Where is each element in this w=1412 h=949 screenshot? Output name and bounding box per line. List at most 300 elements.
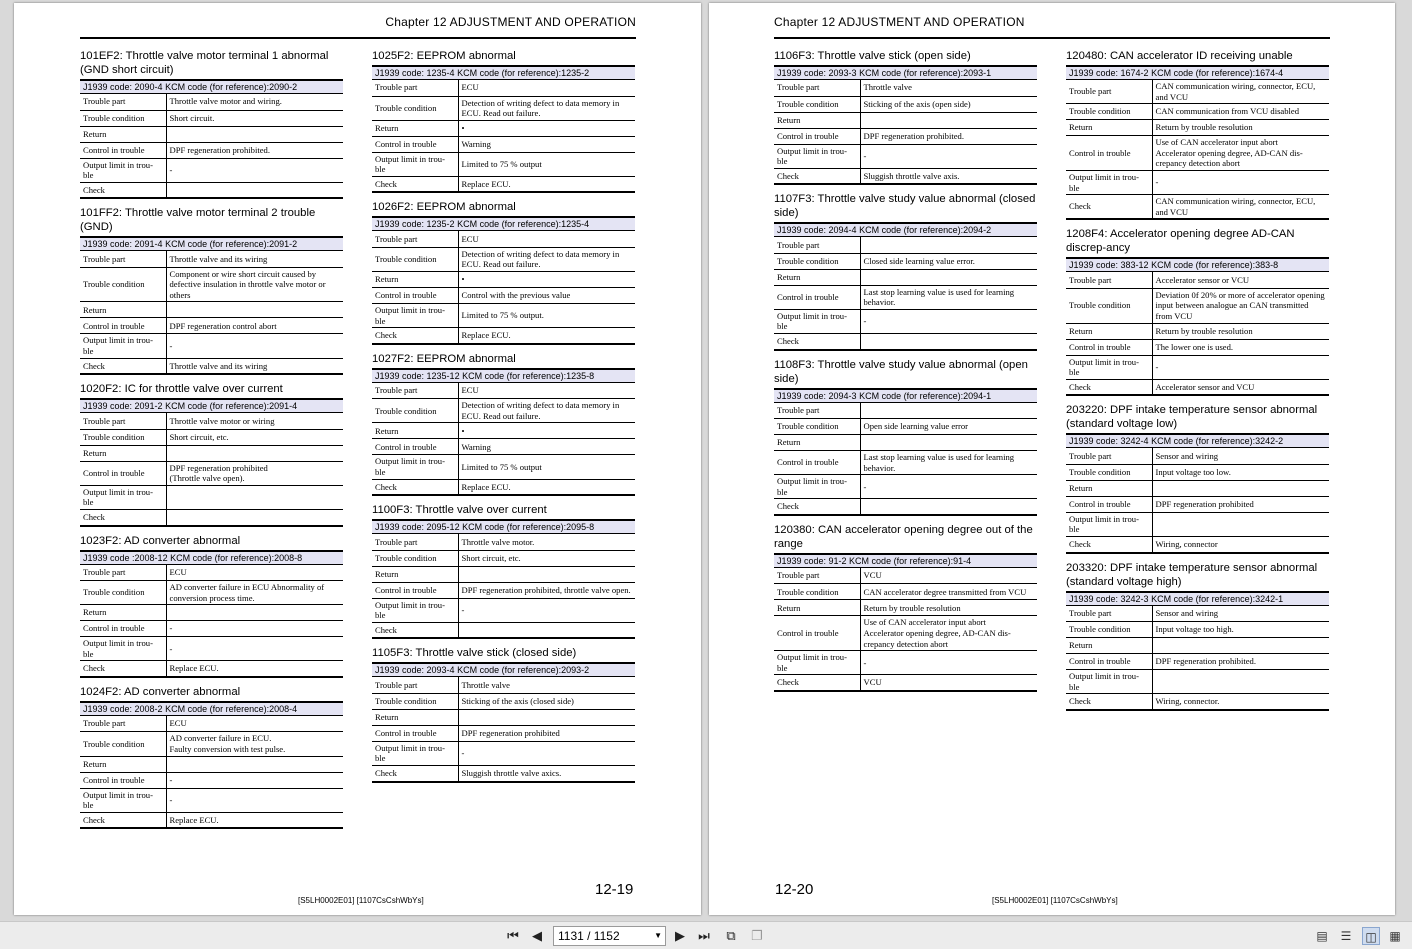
trouble-code-section — [80, 206, 343, 375]
first-page-icon[interactable]: ⏮ — [507, 928, 519, 943]
table-row — [774, 499, 1037, 515]
row-label: Check — [372, 479, 458, 495]
row-label: Trouble condition — [774, 96, 860, 112]
table-row — [80, 621, 343, 637]
row-value: Use of CAN accelerator input abort Accelerator opening degree, AD-CAN dis- crepancy detection abort — [860, 616, 1037, 651]
table-row — [1066, 339, 1329, 355]
row-value: Sticking of the axis (closed side) — [458, 693, 635, 709]
row-value: Detection of writing defect to data memory in ECU. Read out failure. — [458, 247, 635, 271]
trouble-table — [774, 568, 1037, 692]
table-row — [1066, 694, 1329, 710]
page-number-input[interactable] — [553, 926, 666, 946]
right-column-2 — [1066, 49, 1329, 718]
row-value: Detection of writing defect to data memory in ECU. Read out failure. — [458, 399, 635, 423]
table-row — [80, 251, 343, 267]
row-label: Trouble condition — [80, 429, 166, 445]
row-label: Check — [774, 499, 860, 515]
row-label: Trouble condition — [80, 732, 166, 756]
row-label: Check — [1066, 195, 1152, 220]
row-value: Limited to 75 % output. — [458, 304, 635, 328]
row-label: Trouble condition — [1066, 288, 1152, 323]
table-row — [372, 709, 635, 725]
row-label: Check — [372, 176, 458, 192]
right-column-1 — [774, 49, 1037, 699]
row-value: DPF regeneration prohibited, throttle valve open. — [458, 582, 635, 598]
row-label: Check — [80, 812, 166, 828]
viewer-toolbar — [0, 921, 1412, 949]
table-row — [372, 566, 635, 582]
row-value: Replace ECU. — [166, 812, 343, 828]
trouble-table — [372, 534, 635, 639]
single-page-view-icon[interactable]: ▤ — [1316, 929, 1328, 943]
row-label: Check — [372, 328, 458, 344]
table-row — [372, 677, 635, 693]
j1939-code-bar: J1939 code: 2093-3 KCM code (for reference):2093-1 — [774, 65, 1037, 80]
table-row — [372, 725, 635, 741]
trouble-code-title: 101FF2: Throttle valve motor terminal 2 trouble (GND) — [80, 207, 316, 234]
row-value: Detection of writing defect to data memory in ECU. Read out failure. — [458, 96, 635, 120]
row-label: Return — [774, 269, 860, 285]
table-row — [774, 285, 1037, 309]
table-row — [80, 318, 343, 334]
row-label: Output limit in trou- ble — [372, 741, 458, 765]
row-label: Check — [774, 168, 860, 184]
row-label: Trouble condition — [372, 96, 458, 120]
table-row — [372, 304, 635, 328]
row-label: Trouble part — [774, 403, 860, 419]
trouble-code-section — [774, 49, 1037, 185]
row-value: Component or wire short circuit caused by defective insulation in throttle valve motor or others — [166, 267, 343, 302]
row-label: Output limit in trou- ble — [372, 598, 458, 622]
row-label: Trouble part — [774, 80, 860, 96]
row-value: Throttle valve motor and wiring. — [166, 94, 343, 110]
row-value: Warning — [458, 136, 635, 152]
j1939-code-bar: J1939 code: 1674-2 KCM code (for reference):1674-4 — [1066, 65, 1329, 80]
table-row — [774, 334, 1037, 350]
j1939-code-bar: J1939 code: 91-2 KCM code (for reference):91-4 — [774, 553, 1037, 568]
left-column-1 — [80, 49, 343, 836]
table-row — [372, 766, 635, 782]
table-row — [372, 383, 635, 399]
row-value: • — [458, 272, 635, 288]
j1939-code-bar: J1939 code: 2008-2 KCM code (for reference):2008-4 — [80, 701, 343, 716]
table-row — [80, 637, 343, 661]
trouble-code-section — [1066, 561, 1329, 711]
table-row — [372, 693, 635, 709]
table-row — [1066, 355, 1329, 379]
table-row — [774, 309, 1037, 333]
trouble-code-section — [1066, 227, 1329, 396]
row-label: Control in trouble — [372, 136, 458, 152]
row-value: Throttle valve motor or wiring — [166, 413, 343, 429]
page-header: Chapter 12 ADJUSTMENT AND OPERATION — [80, 15, 636, 39]
trouble-table — [80, 413, 343, 526]
row-value — [166, 510, 343, 526]
row-label: Control in trouble — [80, 621, 166, 637]
trouble-table — [80, 565, 343, 678]
trouble-code-section — [774, 358, 1037, 516]
table-row — [80, 661, 343, 677]
row-label: Return — [1066, 480, 1152, 496]
row-value: Deviation 0f 20% or more of accelerator opening input between analogue an CAN transmitted from VCU — [1152, 288, 1329, 323]
row-label: Trouble part — [774, 568, 860, 584]
rotate-icon[interactable]: ⧉ — [726, 928, 736, 943]
table-row — [774, 112, 1037, 128]
row-label: Trouble part — [774, 237, 860, 253]
row-label: Return — [80, 126, 166, 142]
table-row — [1066, 448, 1329, 464]
row-value: Throttle valve and its wiring — [166, 358, 343, 374]
row-label: Trouble condition — [774, 419, 860, 435]
row-label: Control in trouble — [80, 772, 166, 788]
table-row — [1066, 323, 1329, 339]
trouble-code-section — [80, 534, 343, 678]
trouble-code-title: 1106F3: Throttle valve stick (open side) — [774, 50, 971, 62]
table-row — [80, 485, 343, 509]
table-row — [372, 288, 635, 304]
two-page-view-icon[interactable]: ◫ — [1362, 927, 1380, 945]
row-value: Throttle valve motor. — [458, 534, 635, 550]
row-value: VCU — [860, 568, 1037, 584]
row-value — [166, 302, 343, 318]
row-value: Accelerator sensor and VCU — [1152, 379, 1329, 395]
trouble-code-title: 1025F2: EEPROM abnormal — [372, 50, 516, 62]
row-value: - — [1152, 170, 1329, 194]
row-label: Return — [80, 302, 166, 318]
row-value — [458, 566, 635, 582]
trouble-code-title: 1026F2: EEPROM abnormal — [372, 201, 516, 214]
row-value: Sluggish throttle valve axis. — [860, 168, 1037, 184]
table-row — [372, 152, 635, 176]
table-row — [774, 144, 1037, 168]
next-page-icon[interactable]: ▶ — [675, 928, 685, 943]
trouble-code-title: 1100F3: Throttle valve over current — [372, 504, 547, 517]
table-row — [1066, 195, 1329, 220]
row-label: Return — [774, 435, 860, 451]
trouble-table — [774, 403, 1037, 516]
table-row — [372, 622, 635, 638]
row-value: DPF regeneration prohibited — [458, 725, 635, 741]
row-label: Trouble part — [80, 716, 166, 732]
row-label: Trouble condition — [80, 110, 166, 126]
row-value: Short circuit. — [166, 110, 343, 126]
row-label: Trouble part — [80, 251, 166, 267]
row-value: DPF regeneration prohibited — [1152, 496, 1329, 512]
table-row — [372, 328, 635, 344]
trouble-table — [1066, 80, 1329, 220]
row-label: Return — [80, 756, 166, 772]
row-value — [860, 435, 1037, 451]
row-value: Sensor and wiring — [1152, 448, 1329, 464]
table-row — [80, 716, 343, 732]
row-value: Input voltage too low. — [1152, 464, 1329, 480]
table-row — [774, 675, 1037, 691]
row-value: Last stop learning value is used for learning behavior. — [860, 451, 1037, 475]
row-value: - — [166, 772, 343, 788]
row-label: Control in trouble — [774, 285, 860, 309]
trouble-table — [372, 383, 635, 496]
table-row — [1066, 80, 1329, 104]
row-value: • — [458, 120, 635, 136]
row-label: Return — [1066, 323, 1152, 339]
row-label: Control in trouble — [774, 616, 860, 651]
row-value: DPF regeneration prohibited. — [166, 142, 343, 158]
row-label: Control in trouble — [80, 461, 166, 485]
row-value: Control with the previous value — [458, 288, 635, 304]
row-label: Trouble part — [372, 677, 458, 693]
row-value: Throttle valve — [860, 80, 1037, 96]
row-value: - — [166, 637, 343, 661]
table-row — [1066, 480, 1329, 496]
table-row — [372, 176, 635, 192]
j1939-code-bar: J1939 code: 2091-2 KCM code (for reference):2091-4 — [80, 398, 343, 413]
table-row — [774, 80, 1037, 96]
row-label: Output limit in trou- ble — [372, 304, 458, 328]
row-value: AD converter failure in ECU Abnormality of conversion process time. — [166, 581, 343, 605]
row-label: Output limit in trou- ble — [80, 158, 166, 182]
table-row — [1066, 670, 1329, 694]
row-value: CAN communication wiring, connector, ECU, and VCU — [1152, 80, 1329, 104]
trouble-code-section — [774, 192, 1037, 350]
trouble-code-section — [80, 49, 343, 199]
row-label: Output limit in trou- ble — [774, 144, 860, 168]
table-row — [1066, 464, 1329, 480]
table-row — [774, 616, 1037, 651]
row-value — [860, 403, 1037, 419]
trouble-table — [372, 231, 635, 344]
table-row — [372, 741, 635, 765]
trouble-code-title: 203220: DPF intake temperature sensor abnormal (standard voltage low) — [1066, 404, 1318, 431]
table-row — [372, 399, 635, 423]
trouble-table — [774, 237, 1037, 350]
row-label: Trouble condition — [80, 581, 166, 605]
j1939-code-bar: J1939 code: 2093-4 KCM code (for reference):2093-2 — [372, 662, 635, 677]
row-label: Return — [1066, 120, 1152, 136]
row-label: Check — [80, 661, 166, 677]
row-value: Short circuit, etc. — [458, 550, 635, 566]
row-value: DPF regeneration control abort — [166, 318, 343, 334]
j1939-code-bar: J1939 code: 2094-4 KCM code (for reference):2094-2 — [774, 222, 1037, 237]
table-row — [80, 334, 343, 358]
row-value: - — [860, 651, 1037, 675]
table-row — [80, 445, 343, 461]
row-label: Control in trouble — [372, 439, 458, 455]
row-value — [166, 182, 343, 198]
j1939-code-bar: J1939 code: 1235-12 KCM code (for reference):1235-8 — [372, 368, 635, 383]
two-page-continuous-view-icon[interactable]: ▦ — [1389, 929, 1401, 943]
trouble-table — [80, 251, 343, 375]
copy-icon[interactable]: ❐ — [751, 928, 763, 943]
row-value: CAN accelerator degree transmitted from VCU — [860, 584, 1037, 600]
j1939-code-bar: J1939 code: 2090-4 KCM code (for reference):2090-2 — [80, 79, 343, 94]
row-label: Check — [80, 182, 166, 198]
row-label: Check — [80, 510, 166, 526]
last-page-icon[interactable]: ⏭ — [698, 928, 710, 943]
row-value: - — [458, 598, 635, 622]
row-label: Trouble part — [372, 534, 458, 550]
document-page-left — [14, 3, 701, 915]
table-row — [774, 600, 1037, 616]
trouble-code-title: 1107F3: Throttle valve study value abnormal (closed side) — [774, 193, 1036, 220]
trouble-code-section — [372, 503, 635, 639]
row-label: Output limit in trou- ble — [1066, 670, 1152, 694]
table-row — [774, 584, 1037, 600]
row-value: The lower one is used. — [1152, 339, 1329, 355]
page-number: 12-20 — [775, 881, 814, 898]
chevron-down-icon[interactable]: ▼ — [654, 931, 662, 940]
j1939-code-bar: J1939 code: 3242-4 KCM code (for reference):3242-2 — [1066, 433, 1329, 448]
row-value: Last stop learning value is used for learning behavior. — [860, 285, 1037, 309]
row-label: Return — [80, 445, 166, 461]
row-label: Output limit in trou- ble — [372, 455, 458, 479]
row-label: Return — [372, 120, 458, 136]
trouble-code-title: 101EF2: Throttle valve motor terminal 1 abnormal (GND short circuit) — [80, 50, 329, 76]
table-row — [80, 182, 343, 198]
table-row — [372, 534, 635, 550]
row-label: Control in trouble — [1066, 339, 1152, 355]
j1939-code-bar: J1939 code: 1235-2 KCM code (for reference):1235-4 — [372, 216, 635, 231]
row-value — [166, 605, 343, 621]
row-label: Output limit in trou- ble — [774, 475, 860, 499]
table-row — [372, 231, 635, 247]
trouble-code-title: 1108F3: Throttle valve study value abnormal (open side) — [774, 358, 1028, 385]
trouble-code-title: 203320: DPF intake temperature sensor abnormal (standard voltage high) — [1066, 561, 1318, 588]
table-row — [80, 565, 343, 581]
row-label: Return — [372, 566, 458, 582]
table-row — [774, 237, 1037, 253]
trouble-code-section — [1066, 49, 1329, 220]
row-label: Control in trouble — [774, 128, 860, 144]
row-label: Control in trouble — [80, 142, 166, 158]
row-label: Check — [80, 358, 166, 374]
row-label: Return — [372, 423, 458, 439]
table-row — [80, 429, 343, 445]
row-label: Check — [372, 766, 458, 782]
row-value: - — [860, 475, 1037, 499]
row-value: Use of CAN accelerator input abort Accelerator opening degree, AD-CAN dis- crepancy detection abort — [1152, 136, 1329, 171]
table-row — [80, 126, 343, 142]
row-label: Trouble condition — [372, 399, 458, 423]
row-label: Control in trouble — [774, 451, 860, 475]
row-label: Trouble condition — [372, 247, 458, 271]
row-value: - — [166, 621, 343, 637]
row-value: Warning — [458, 439, 635, 455]
trouble-code-section — [372, 200, 635, 344]
row-value: Replace ECU. — [458, 328, 635, 344]
trouble-code-section — [774, 523, 1037, 692]
row-label: Trouble condition — [372, 693, 458, 709]
row-value: Return by trouble resolution — [860, 600, 1037, 616]
table-row — [372, 479, 635, 495]
table-row — [372, 582, 635, 598]
page-header: Chapter 12 ADJUSTMENT AND OPERATION — [774, 15, 1330, 39]
table-row — [774, 168, 1037, 184]
table-row — [774, 435, 1037, 451]
table-row — [80, 358, 343, 374]
trouble-code-title: 1024F2: AD converter abnormal — [80, 685, 241, 698]
row-value: Limited to 75 % output — [458, 455, 635, 479]
row-value: DPF regeneration prohibited (Throttle valve open). — [166, 461, 343, 485]
trouble-code-section — [372, 352, 635, 496]
row-label: Output limit in trou- ble — [1066, 170, 1152, 194]
trouble-code-section — [1066, 403, 1329, 553]
row-value: ECU — [458, 383, 635, 399]
continuous-view-icon[interactable]: ☰ — [1340, 929, 1352, 943]
row-value: Closed side learning value error. — [860, 253, 1037, 269]
table-row — [1066, 512, 1329, 536]
prev-page-icon[interactable]: ◀ — [532, 928, 542, 943]
trouble-code-title: 120380: CAN accelerator opening degree out of the range — [774, 523, 1033, 550]
table-row — [372, 423, 635, 439]
row-label: Control in trouble — [372, 582, 458, 598]
row-value: Open side learning value error — [860, 419, 1037, 435]
row-value — [458, 622, 635, 638]
table-row — [774, 403, 1037, 419]
row-label: Trouble part — [372, 383, 458, 399]
row-value: Replace ECU. — [458, 176, 635, 192]
table-row — [774, 269, 1037, 285]
row-value: Short circuit, etc. — [166, 429, 343, 445]
table-row — [372, 247, 635, 271]
j1939-code-bar: J1939 code: 3242-3 KCM code (for reference):3242-1 — [1066, 591, 1329, 606]
table-row — [80, 302, 343, 318]
row-value: DPF regeneration prohibited. — [1152, 654, 1329, 670]
trouble-table — [1066, 606, 1329, 711]
row-label: Return — [774, 600, 860, 616]
row-value: - — [166, 788, 343, 812]
row-label: Output limit in trou- ble — [1066, 355, 1152, 379]
trouble-code-title: 1023F2: AD converter abnormal — [80, 534, 241, 547]
row-label: Return — [80, 605, 166, 621]
table-row — [372, 120, 635, 136]
row-value: ECU — [458, 80, 635, 96]
row-value — [860, 112, 1037, 128]
page-footer: [S5LH0002E01] [1107CsCshWbYs] — [298, 896, 424, 905]
row-label: Trouble condition — [774, 584, 860, 600]
row-value: Sticking of the axis (open side) — [860, 96, 1037, 112]
trouble-table — [1066, 272, 1329, 396]
row-value — [1152, 638, 1329, 654]
j1939-code-bar: J1939 code: 2095-12 KCM code (for reference):2095-8 — [372, 519, 635, 534]
row-value: DPF regeneration prohibited. — [860, 128, 1037, 144]
row-value — [166, 485, 343, 509]
row-label: Check — [774, 334, 860, 350]
table-row — [1066, 136, 1329, 171]
row-label: Output limit in trou- ble — [372, 152, 458, 176]
table-row — [80, 510, 343, 526]
table-row — [80, 581, 343, 605]
trouble-code-section — [80, 382, 343, 526]
row-value — [166, 445, 343, 461]
row-label: Check — [1066, 694, 1152, 710]
table-row — [80, 94, 343, 110]
row-value: ECU — [166, 716, 343, 732]
j1939-code-bar: J1939 code: 383-12 KCM code (for reference):383-8 — [1066, 257, 1329, 272]
table-row — [774, 651, 1037, 675]
table-row — [774, 419, 1037, 435]
table-row — [1066, 606, 1329, 622]
row-label: Trouble part — [372, 80, 458, 96]
row-value — [1152, 480, 1329, 496]
j1939-code-bar: J1939 code :2008-12 KCM code (for reference):2008-8 — [80, 550, 343, 565]
table-row — [1066, 120, 1329, 136]
row-value: CAN communication from VCU disabled — [1152, 104, 1329, 120]
row-value: • — [458, 423, 635, 439]
table-row — [372, 550, 635, 566]
trouble-code-title: 120480: CAN accelerator ID receiving unable — [1066, 50, 1293, 62]
table-row — [1066, 379, 1329, 395]
row-label: Control in trouble — [372, 725, 458, 741]
